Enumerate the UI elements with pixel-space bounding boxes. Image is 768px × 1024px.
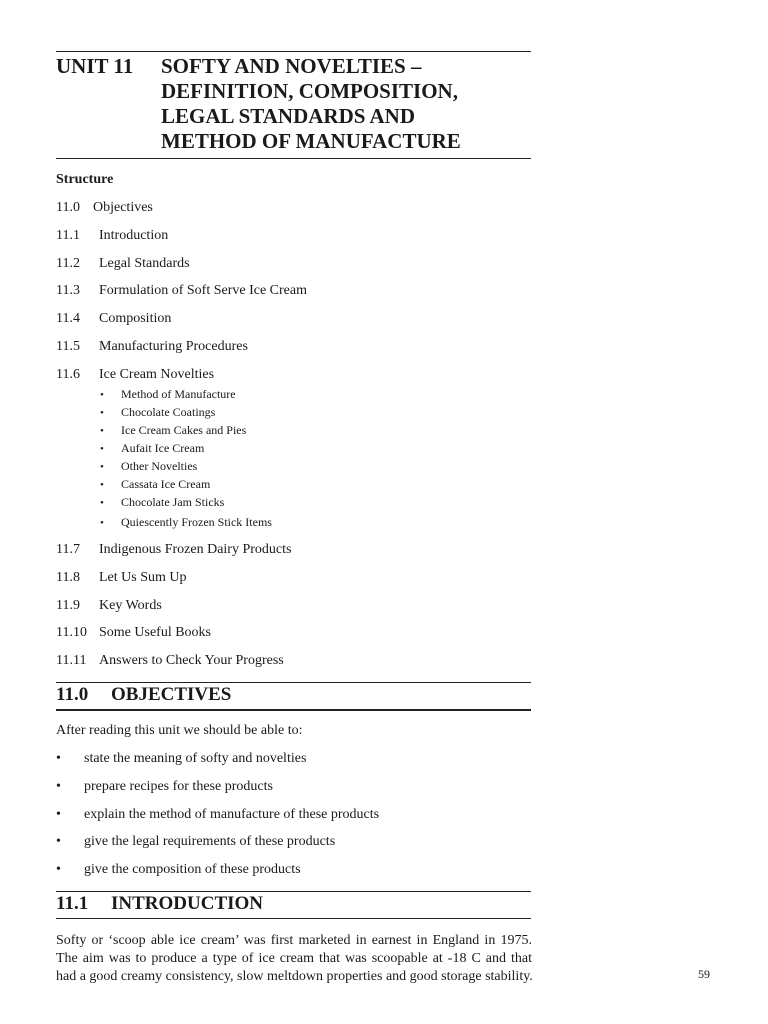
toc-item-text: Ice Cream Novelties [99, 367, 215, 382]
toc-subitem [100, 459, 197, 474]
toc-item [56, 228, 168, 244]
unit-number: UNIT 11 [56, 54, 134, 78]
toc-item-number: 11.11 [56, 653, 87, 668]
bullet-dot-icon: • [100, 389, 104, 401]
toc-item-text: Legal Standards [99, 256, 190, 271]
objective-text: give the legal requirements of these products [84, 834, 336, 849]
objective-item [56, 807, 379, 823]
toc-subitem-text: Chocolate Coatings [121, 405, 216, 419]
toc-subitem [100, 515, 272, 530]
section-title: INTRODUCTION [111, 893, 264, 914]
objective-item [56, 834, 335, 850]
toc-item-number: 11.7 [56, 542, 80, 557]
bullet-dot-icon: • [100, 407, 104, 419]
toc-item-text: Formulation of Soft Serve Ice Cream [99, 283, 308, 298]
bullet-dot-icon: • [100, 517, 104, 529]
unit-title: SOFTY AND NOVELTIES – DEFINITION, COMPOSITION, LEGAL STANDARDS AND METHOD OF MANUFACTURE [161, 54, 461, 153]
toc-item [56, 367, 214, 383]
toc-item-number: 11.1 [56, 228, 80, 243]
objective-text: prepare recipes for these products [84, 779, 273, 794]
toc-item-text: Key Words [99, 598, 162, 613]
toc-item [56, 200, 153, 216]
toc-item [56, 339, 248, 355]
toc-item [56, 570, 187, 586]
bullet-dot-icon: • [100, 497, 104, 509]
bullet-dot-icon: • [100, 479, 104, 491]
toc-item-text: Answers to Check Your Progress [99, 653, 284, 668]
toc-subitem [100, 423, 246, 438]
objectives-top-rule [56, 682, 531, 683]
toc-item [56, 256, 190, 272]
objective-item [56, 862, 301, 878]
objective-text: give the composition of these products [84, 862, 301, 877]
objective-text: explain the method of manufacture of these products [84, 807, 380, 822]
section-number: 11.0 [56, 684, 89, 705]
objectives-intro: After reading this unit we should be able to: [56, 723, 303, 738]
toc-item-number: 11.5 [56, 339, 80, 354]
introduction-bottom-rule [56, 918, 531, 919]
toc-item-number: 11.10 [56, 625, 87, 640]
title-bottom-rule [56, 158, 531, 159]
objectives-heading [56, 684, 231, 706]
toc-subitem-text: Method of Manufacture [121, 387, 236, 401]
toc-subitem [100, 495, 224, 510]
bullet-dot-icon: • [56, 807, 61, 822]
section-title: OBJECTIVES [111, 684, 232, 705]
toc-item [56, 283, 307, 299]
toc-item-text: Some Useful Books [99, 625, 211, 640]
toc-subitem [100, 477, 210, 492]
objectives-bottom-rule [56, 709, 531, 711]
toc-item [56, 653, 284, 669]
toc-item [56, 625, 211, 641]
toc-item-number: 11.8 [56, 570, 80, 585]
toc-item-text: Composition [99, 311, 172, 326]
page-number: 59 [698, 967, 710, 981]
toc-subitem [100, 405, 215, 420]
toc-item [56, 311, 171, 327]
bullet-dot-icon: • [56, 862, 61, 877]
toc-subitem-text: Quiescently Frozen Stick Items [121, 515, 272, 529]
top-rule [56, 51, 531, 52]
toc-subitem-text: Ice Cream Cakes and Pies [121, 423, 247, 437]
objective-text: state the meaning of softy and novelties [84, 751, 307, 766]
toc-item-text: Indigenous Frozen Dairy Products [99, 542, 292, 557]
toc-subitem-text: Other Novelties [121, 459, 198, 473]
toc-subitem [100, 441, 204, 456]
toc-item-text: Introduction [99, 228, 169, 243]
structure-label: Structure [56, 172, 114, 187]
paragraph-line: had a good creamy consistency, slow meltdown properties and good storage stability. [56, 969, 533, 984]
toc-item-text: Manufacturing Procedures [99, 339, 248, 354]
bullet-dot-icon: • [100, 425, 104, 437]
paragraph-line: Softy or ‘scoop able ice cream’ was first marketed in earnest in England in 1975. [56, 933, 532, 948]
introduction-heading [56, 893, 263, 915]
toc-item-number: 11.0 [56, 200, 80, 215]
introduction-top-rule [56, 891, 531, 892]
section-number: 11.1 [56, 893, 89, 914]
toc-subitem-text: Cassata Ice Cream [121, 477, 211, 491]
bullet-dot-icon: • [100, 443, 104, 455]
toc-item-number: 11.9 [56, 598, 80, 613]
toc-subitem [100, 387, 236, 402]
bullet-dot-icon: • [56, 751, 61, 766]
toc-subitem-text: Aufait Ice Cream [121, 441, 205, 455]
objective-item [56, 779, 273, 795]
bullet-dot-icon: • [100, 461, 104, 473]
bullet-dot-icon: • [56, 779, 61, 794]
toc-item-text: Objectives [93, 200, 153, 215]
toc-item [56, 598, 162, 614]
toc-item-number: 11.6 [56, 367, 80, 382]
introduction-paragraph [56, 932, 532, 986]
toc-item [56, 542, 291, 558]
toc-item-number: 11.3 [56, 283, 80, 298]
objective-item [56, 751, 306, 767]
toc-subitem-text: Chocolate Jam Sticks [121, 495, 225, 509]
toc-item-number: 11.4 [56, 311, 80, 326]
toc-item-text: Let Us Sum Up [99, 570, 187, 585]
bullet-dot-icon: • [56, 834, 61, 849]
paragraph-line: The aim was to produce a type of ice cream that was scoopable at -18 C and that [56, 951, 532, 966]
toc-item-number: 11.2 [56, 256, 80, 271]
